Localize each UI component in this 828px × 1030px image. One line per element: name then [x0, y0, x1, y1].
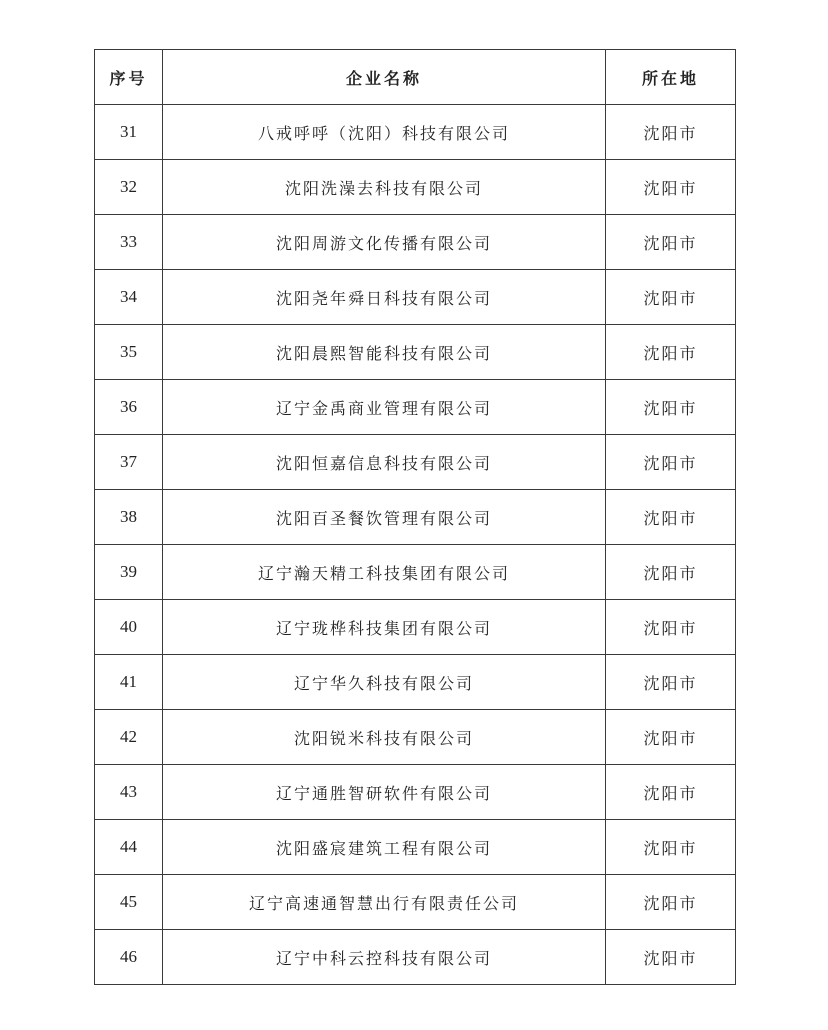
company-location: 沈阳市 [606, 820, 736, 875]
table-row [95, 765, 736, 820]
company-name: 沈阳恒嘉信息科技有限公司 [163, 435, 606, 490]
table-header-row [95, 50, 736, 105]
row-number: 43 [95, 765, 163, 820]
company-location: 沈阳市 [606, 160, 736, 215]
company-location: 沈阳市 [606, 435, 736, 490]
company-location: 沈阳市 [606, 875, 736, 930]
company-name: 辽宁华久科技有限公司 [163, 655, 606, 710]
company-name: 沈阳周游文化传播有限公司 [163, 215, 606, 270]
company-location: 沈阳市 [606, 710, 736, 765]
company-location: 沈阳市 [606, 765, 736, 820]
row-number: 31 [95, 105, 163, 160]
header-index: 序号 [95, 50, 163, 105]
row-number: 46 [95, 930, 163, 985]
table-row [95, 435, 736, 490]
row-number: 34 [95, 270, 163, 325]
company-name: 辽宁高速通智慧出行有限责任公司 [163, 875, 606, 930]
company-name: 沈阳晨熙智能科技有限公司 [163, 325, 606, 380]
company-name: 沈阳盛宸建筑工程有限公司 [163, 820, 606, 875]
row-number: 45 [95, 875, 163, 930]
company-location: 沈阳市 [606, 325, 736, 380]
table-row [95, 160, 736, 215]
table-row [95, 820, 736, 875]
table-row [95, 380, 736, 435]
row-number: 35 [95, 325, 163, 380]
company-name: 辽宁珑桦科技集团有限公司 [163, 600, 606, 655]
header-location: 所在地 [606, 50, 736, 105]
row-number: 40 [95, 600, 163, 655]
company-name: 辽宁中科云控科技有限公司 [163, 930, 606, 985]
row-number: 38 [95, 490, 163, 545]
company-location: 沈阳市 [606, 600, 736, 655]
company-name: 沈阳洗澡去科技有限公司 [163, 160, 606, 215]
row-number: 33 [95, 215, 163, 270]
row-number: 36 [95, 380, 163, 435]
row-number: 37 [95, 435, 163, 490]
table-row [95, 875, 736, 930]
table-row [95, 710, 736, 765]
table-row [95, 545, 736, 600]
table-row [95, 215, 736, 270]
company-location: 沈阳市 [606, 490, 736, 545]
company-list-table [94, 49, 736, 985]
company-name: 沈阳百圣餐饮管理有限公司 [163, 490, 606, 545]
company-name: 沈阳尧年舜日科技有限公司 [163, 270, 606, 325]
table-row [95, 655, 736, 710]
table-row [95, 270, 736, 325]
company-name: 八戒呼呼（沈阳）科技有限公司 [163, 105, 606, 160]
company-name: 辽宁金禹商业管理有限公司 [163, 380, 606, 435]
row-number: 41 [95, 655, 163, 710]
company-location: 沈阳市 [606, 380, 736, 435]
table-row [95, 490, 736, 545]
company-name: 辽宁瀚天精工科技集团有限公司 [163, 545, 606, 600]
table-row [95, 105, 736, 160]
table-row [95, 600, 736, 655]
company-location: 沈阳市 [606, 105, 736, 160]
table-row [95, 325, 736, 380]
row-number: 42 [95, 710, 163, 765]
row-number: 44 [95, 820, 163, 875]
company-location: 沈阳市 [606, 930, 736, 985]
row-number: 39 [95, 545, 163, 600]
header-company-name: 企业名称 [163, 50, 606, 105]
company-name: 辽宁通胜智研软件有限公司 [163, 765, 606, 820]
table-row [95, 930, 736, 985]
company-location: 沈阳市 [606, 215, 736, 270]
company-location: 沈阳市 [606, 545, 736, 600]
company-location: 沈阳市 [606, 270, 736, 325]
row-number: 32 [95, 160, 163, 215]
company-name: 沈阳锐米科技有限公司 [163, 710, 606, 765]
company-location: 沈阳市 [606, 655, 736, 710]
